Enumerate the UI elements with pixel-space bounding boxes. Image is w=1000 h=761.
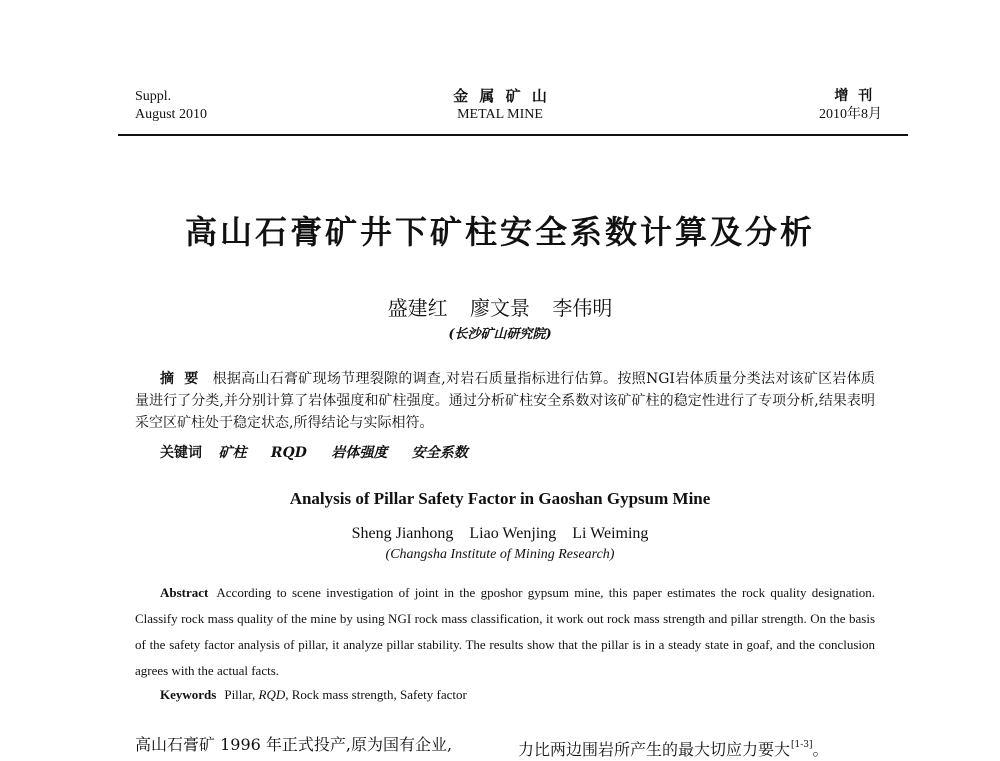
author-en: Li Weiming [572,525,649,542]
citation-ref: [1-3] [791,740,813,750]
running-header-right [819,88,882,124]
author-en: Sheng Jianhong [351,525,454,542]
body-text-right-start: 力比两边围岩所产生的最大切应力要大 [518,740,791,759]
body-text-right-column [518,734,829,761]
keywords-label-en: Keywords [160,687,217,702]
journal-issue-date-en: August 2010 [135,107,207,122]
body-text-left-column: 高山石膏矿 1996 年正式投产,原为国有企业, [135,735,453,754]
author-list-cn [0,295,1000,321]
keyword-en: Pillar, [224,687,256,702]
abstract-label-en: Abstract [160,585,209,600]
affiliation-cn: (长沙矿山研究院) [448,327,552,342]
author-cn: 盛建红 [387,296,448,320]
author-list-en [0,523,1000,545]
paper-title-en: Analysis of Pillar Safety Factor in Gaoshan Gypsum Mine [289,489,711,508]
affiliation-en: (Changsha Institute of Mining Research) [385,547,615,562]
author-en: Liao Wenjing [469,525,557,542]
journal-name-cn: 金属矿山 [453,89,559,105]
keywords-cn [160,442,488,464]
author-cn: 李伟明 [552,296,613,320]
journal-suppl-label-cn: 增刊 [834,89,882,104]
keyword-cn: 安全系数 [411,445,468,461]
body-text-right-end: 。 [812,740,829,759]
keyword-cn: 岩体强度 [331,445,388,461]
abstract-label-cn: 摘要 [160,371,209,387]
keyword-cn: 矿柱 [218,445,247,461]
keywords-en [160,684,467,706]
keywords-label-cn: 关键词 [160,445,202,461]
keyword-en-rest: , Rock mass strength, Safety factor [285,687,467,702]
paper-title-cn: 高山石膏矿井下矿柱安全系数计算及分析 [184,213,815,251]
abstract-en [135,580,875,684]
header-rule [118,134,908,136]
journal-name-en: METAL MINE [457,107,543,122]
keyword-en-rqd: RQD [258,687,286,702]
author-cn: 廖文景 [470,296,530,320]
journal-suppl-label: Suppl. [135,89,172,104]
abstract-cn [135,368,875,434]
abstract-text-en: According to scene investigation of joint in the gposhor gypsum mine, this paper estimates the rock quality designation. Classify rock mass quality of the mine by using NGI rock mass classification, it work out rock mass strength and pillar strength. On the basis of the safety factor analysis of pillar, it analyze pillar stability. The results show that the pillar is in a steady state in goaf, and the conclusion agrees with the actual facts. [135,585,875,678]
journal-issue-date-cn: 2010年8月 [819,107,882,122]
abstract-text-cn: 根据高山石膏矿现场节理裂隙的调查,对岩石质量指标进行估算。按照NGI岩体质量分类法对该矿区岩体质量进行了分类,并分别计算了岩体强度和矿柱强度。通过分析矿柱安全系数对该矿矿柱的稳定性进行了专项分析,结果表明采空区矿柱处于稳定状态,所得结论与实际相符。 [135,371,875,431]
keyword-cn: RQD [270,445,307,461]
